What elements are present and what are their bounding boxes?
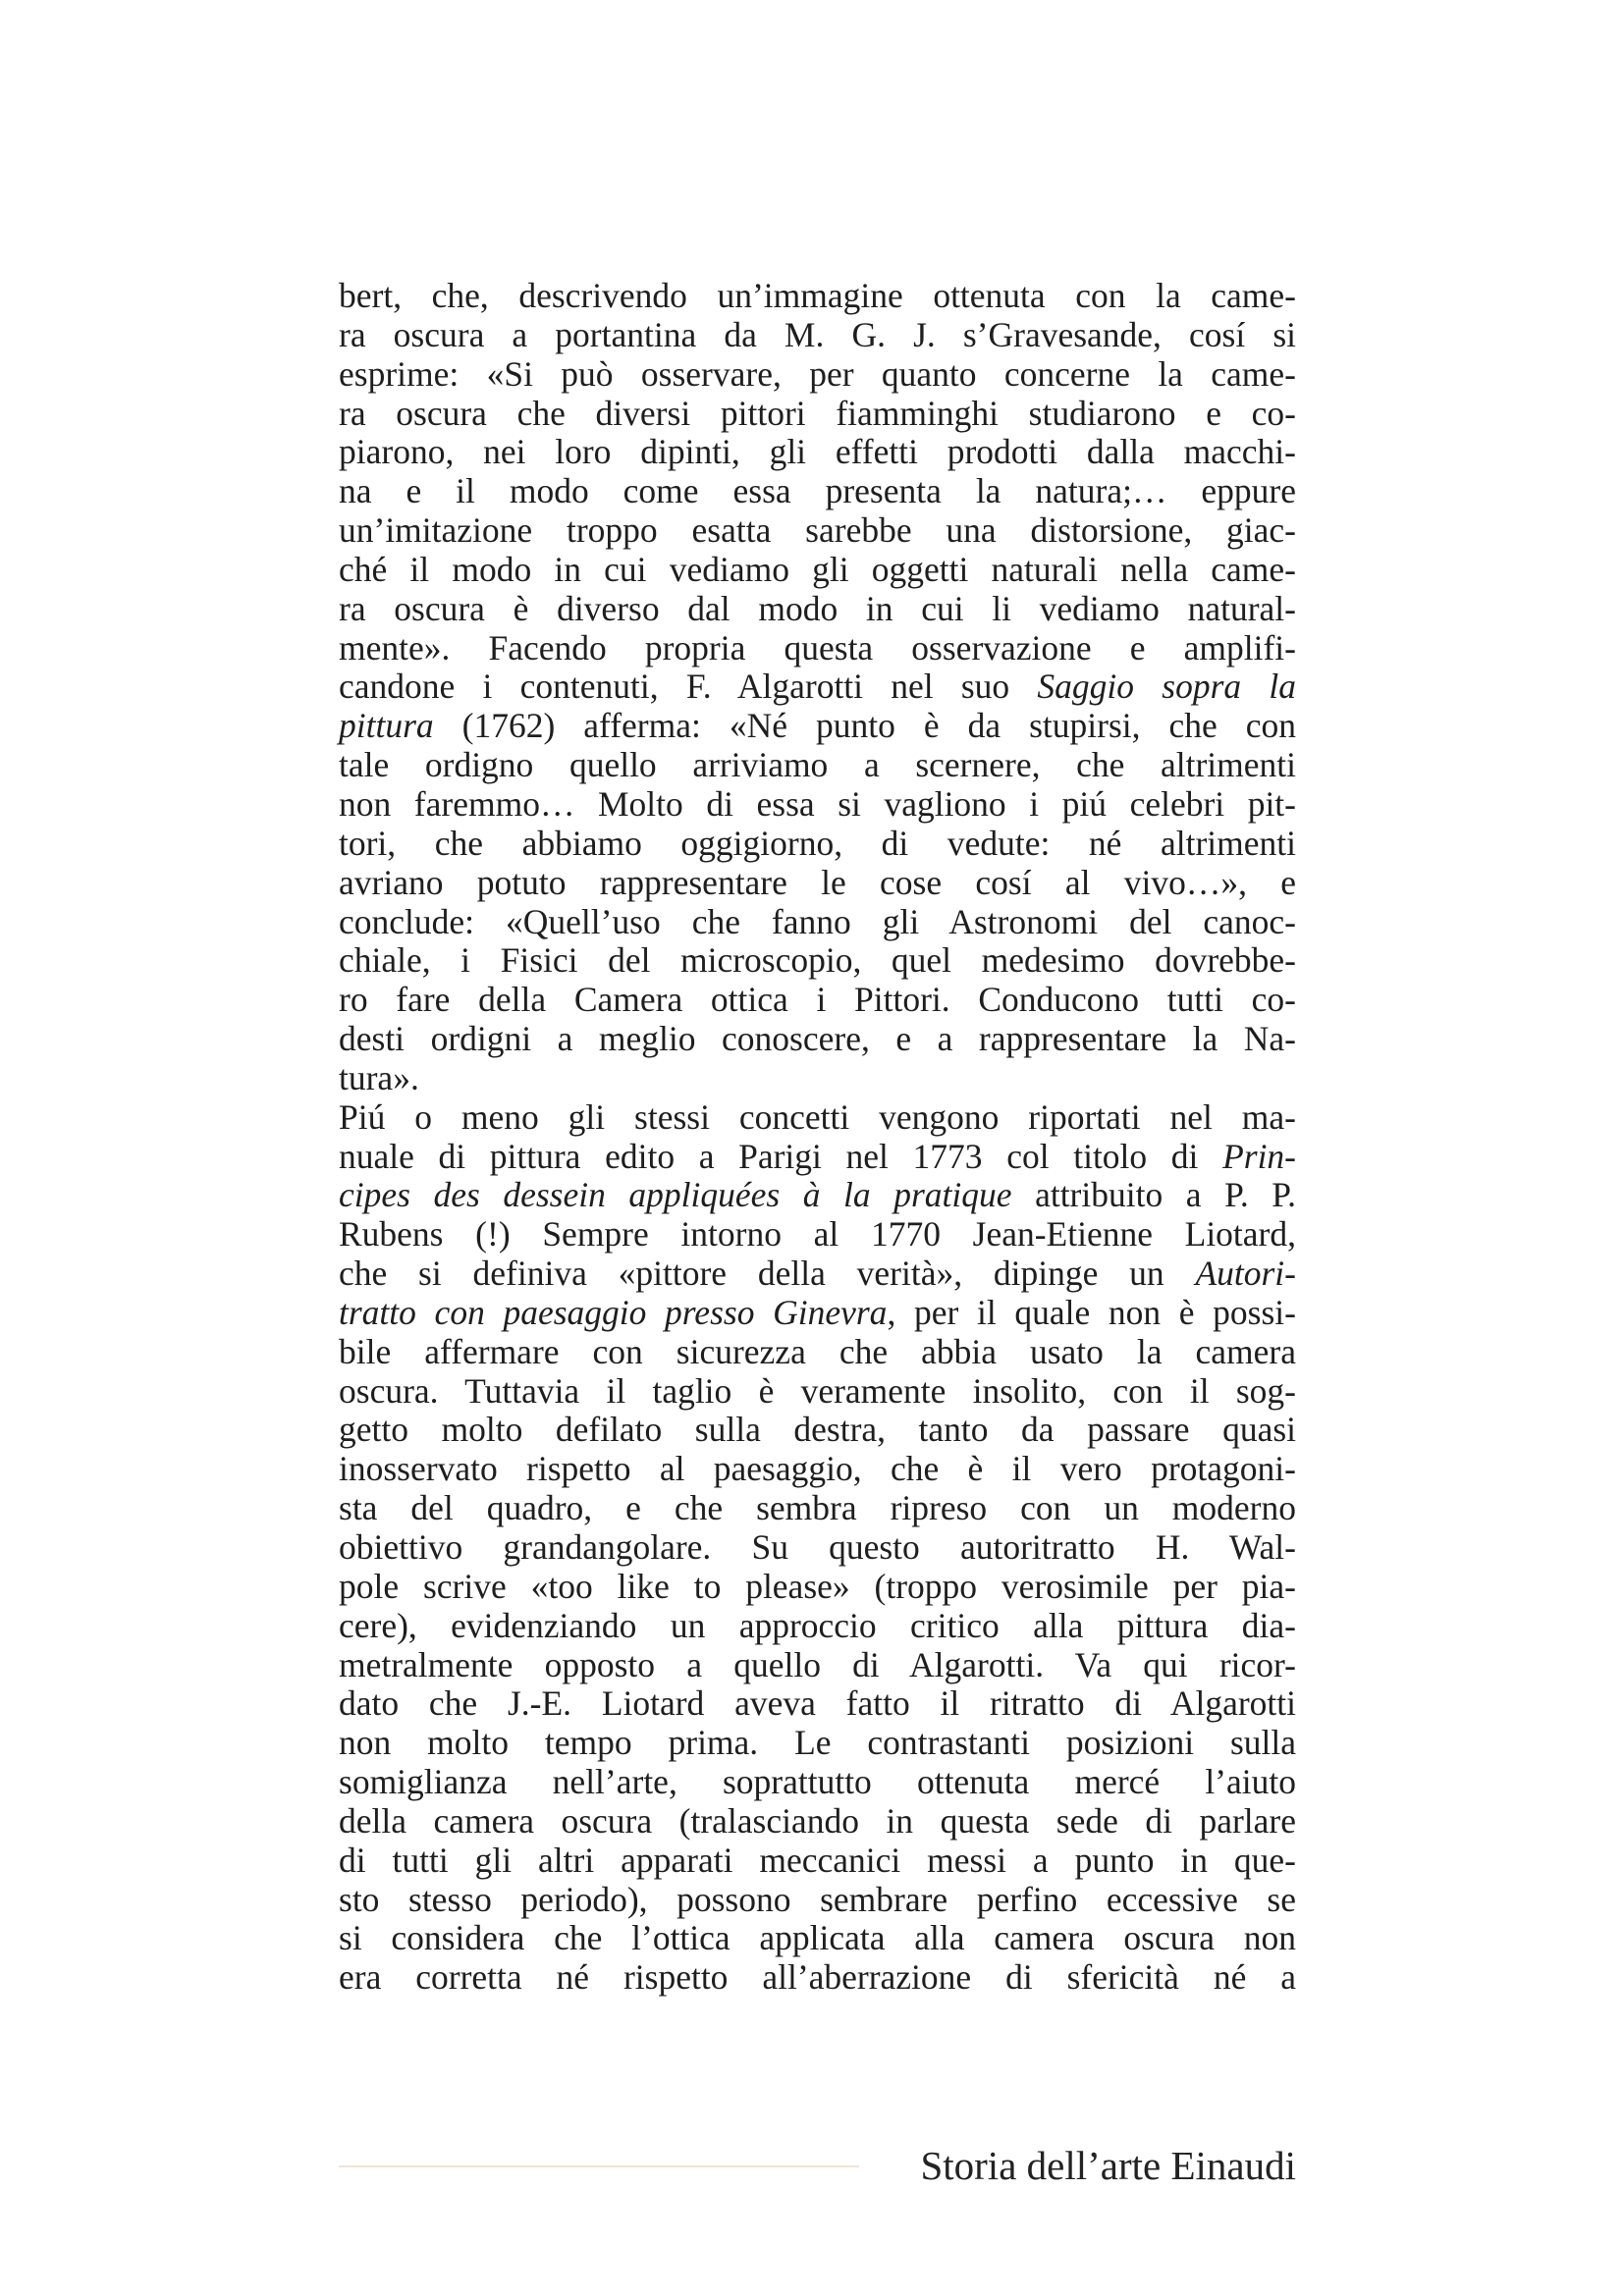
text-segment: na e il modo come essa presenta la natura;… eppure [339,471,1296,511]
text-segment: si considera che l’ottica applicata alla camera oscura non [339,1918,1296,1958]
text-segment: ra oscura che diversi pittori fiamminghi studiarono e co- [339,393,1296,433]
text-line [339,1333,1296,1372]
text-line [339,1098,1296,1138]
text-line [339,1958,1296,1998]
text-segment: conclude: «Quell’uso che fanno gli Astronomi del canoc- [339,901,1296,941]
text-segment: somiglianza nell’arte, soprattutto ottenuta mercé l’aiuto [339,1762,1296,1802]
text-line [339,825,1296,864]
text-segment: Rubens (!) Sempre intorno al 1770 Jean-Etienne Liotard, [339,1214,1296,1255]
text-line [339,590,1296,629]
text-line [339,316,1296,355]
text-segment: attribuito a P. P. [1011,1175,1296,1215]
text-line [339,1919,1296,1958]
text-segment: non molto tempo prima. Le contrastanti posizioni sulla [339,1723,1296,1763]
text-segment: bile affermare con sicurezza che abbia usato la camera [339,1331,1296,1371]
text-segment: non faremmo… Molto di essa si vagliono i piú celebri pit- [339,783,1296,824]
text-segment: (1762) afferma: «Né punto è da stupirsi, che con [433,706,1296,746]
text-line [339,355,1296,395]
text-line [339,1020,1296,1059]
text-segment: bert, che, descrivendo un’immagine ottenuta con la came- [339,276,1296,315]
text-segment: della camera oscura (tralasciando in questa sede di parlare [339,1800,1296,1841]
italic-title: cipes des dessein appliquées à la pratique [339,1175,1012,1215]
text-segment: pole scrive «too like to please» (troppo verosimile per pia- [339,1566,1296,1606]
text-line [339,1059,1296,1098]
text-line [339,667,1296,707]
italic-title: Autori- [1195,1254,1296,1294]
text-line [339,981,1296,1020]
text-line [339,1372,1296,1412]
text-line [339,903,1296,942]
text-line [339,1802,1296,1842]
text-line [339,1646,1296,1685]
text-segment: mente». Facendo propria questa osservazione e amplifi- [339,627,1296,667]
italic-title: Saggio sopra la [1037,667,1296,707]
text-segment: un’imitazione troppo esatta sarebbe una distorsione, giac- [339,510,1296,551]
text-segment: metralmente opposto a quello di Algarotti. Va qui ricor- [339,1644,1296,1684]
text-segment: sto stesso periodo), possono sembrare perfino eccessive se [339,1879,1296,1919]
body-text [339,277,1296,1998]
text-segment: , per il quale non è possi- [887,1292,1296,1332]
footer-publisher-label: Storia dell’arte Einaudi [920,2143,1296,2188]
text-line [339,1763,1296,1802]
text-segment: ra oscura a portantina da M. G. J. s’Gravesande, cosí si [339,314,1296,354]
text-line [339,629,1296,668]
text-segment: obiettivo grandangolare. Su questo autoritratto H. Wal- [339,1527,1296,1567]
text-line [339,1294,1296,1333]
text-segment: inosservato rispetto al paesaggio, che è il vero protagoni- [339,1449,1296,1489]
text-segment: piarono, nei loro dipinti, gli effetti prodotti dalla macchi- [339,432,1296,472]
text-line [339,941,1296,981]
text-line [339,1411,1296,1450]
text-line [339,1138,1296,1177]
text-segment: era corretta né rispetto all’aberrazione di sfericità né a [339,1957,1296,1998]
text-line [339,864,1296,903]
text-line [339,395,1296,434]
text-segment: dato che J.-E. Liotard aveva fatto il ritratto di Algarotti [339,1683,1296,1724]
text-segment: Piú o meno gli stessi concetti vengono riportati nel ma- [339,1096,1296,1137]
text-segment: che si definiva «pittore della verità», dipinge un [339,1254,1196,1294]
text-segment: oscura. Tuttavia il taglio è veramente insolito, con il sog- [339,1370,1296,1411]
text-line [339,1215,1296,1255]
text-line [339,785,1296,825]
text-segment: esprime: «Si può osservare, per quanto concerne la came- [339,353,1296,394]
text-line [339,1489,1296,1528]
text-line [339,1450,1296,1489]
text-segment: tura». [339,1057,419,1097]
text-line [339,1881,1296,1920]
text-line [339,277,1296,316]
text-line [339,1607,1296,1646]
text-segment: nuale di pittura edito a Parigi nel 1773 col titolo di [339,1136,1223,1176]
text-line [339,433,1296,472]
text-segment: candone i contenuti, F. Algarotti nel suo [339,667,1038,707]
text-segment: ché il modo in cui vediamo gli oggetti naturali nella came- [339,549,1296,589]
text-line [339,1842,1296,1881]
text-line [339,1255,1296,1294]
text-segment: avriano potuto rappresentare le cose cosí al vivo…», e [339,862,1296,902]
text-segment: getto molto defilato sulla destra, tanto da passare quasi [339,1410,1296,1450]
italic-title: pittura [339,706,434,746]
text-line [339,472,1296,511]
text-segment: ro fare della Camera ottica i Pittori. Conducono tutti co- [339,980,1296,1020]
text-line [339,1528,1296,1568]
italic-title: Prin- [1222,1136,1296,1176]
text-segment: sta del quadro, e che sembra ripreso con un moderno [339,1488,1296,1528]
text-segment: tale ordigno quello arriviamo a scernere, che altrimenti [339,745,1296,785]
text-line [339,746,1296,785]
text-line [339,551,1296,590]
text-segment: chiale, i Fisici del microscopio, quel medesimo dovrebbe- [339,940,1296,981]
italic-title: tratto con paesaggio presso Ginevra [339,1292,888,1332]
text-line [339,1684,1296,1724]
text-line [339,511,1296,551]
text-segment: tori, che abbiamo oggigiorno, di vedute: né altrimenti [339,823,1296,863]
text-segment: ra oscura è diverso dal modo in cui li vediamo natural- [339,588,1296,628]
text-line [339,1724,1296,1763]
text-segment: cere), evidenziando un approccio critico alla pittura dia- [339,1605,1296,1645]
text-line [339,707,1296,746]
text-segment: di tutti gli altri apparati meccanici messi a punto in que- [339,1840,1296,1880]
text-line [339,1176,1296,1215]
text-segment: desti ordigni a meglio conoscere, e a rappresentare la Na- [339,1019,1296,1059]
footer-rule [339,2165,859,2167]
text-line [339,1568,1296,1607]
